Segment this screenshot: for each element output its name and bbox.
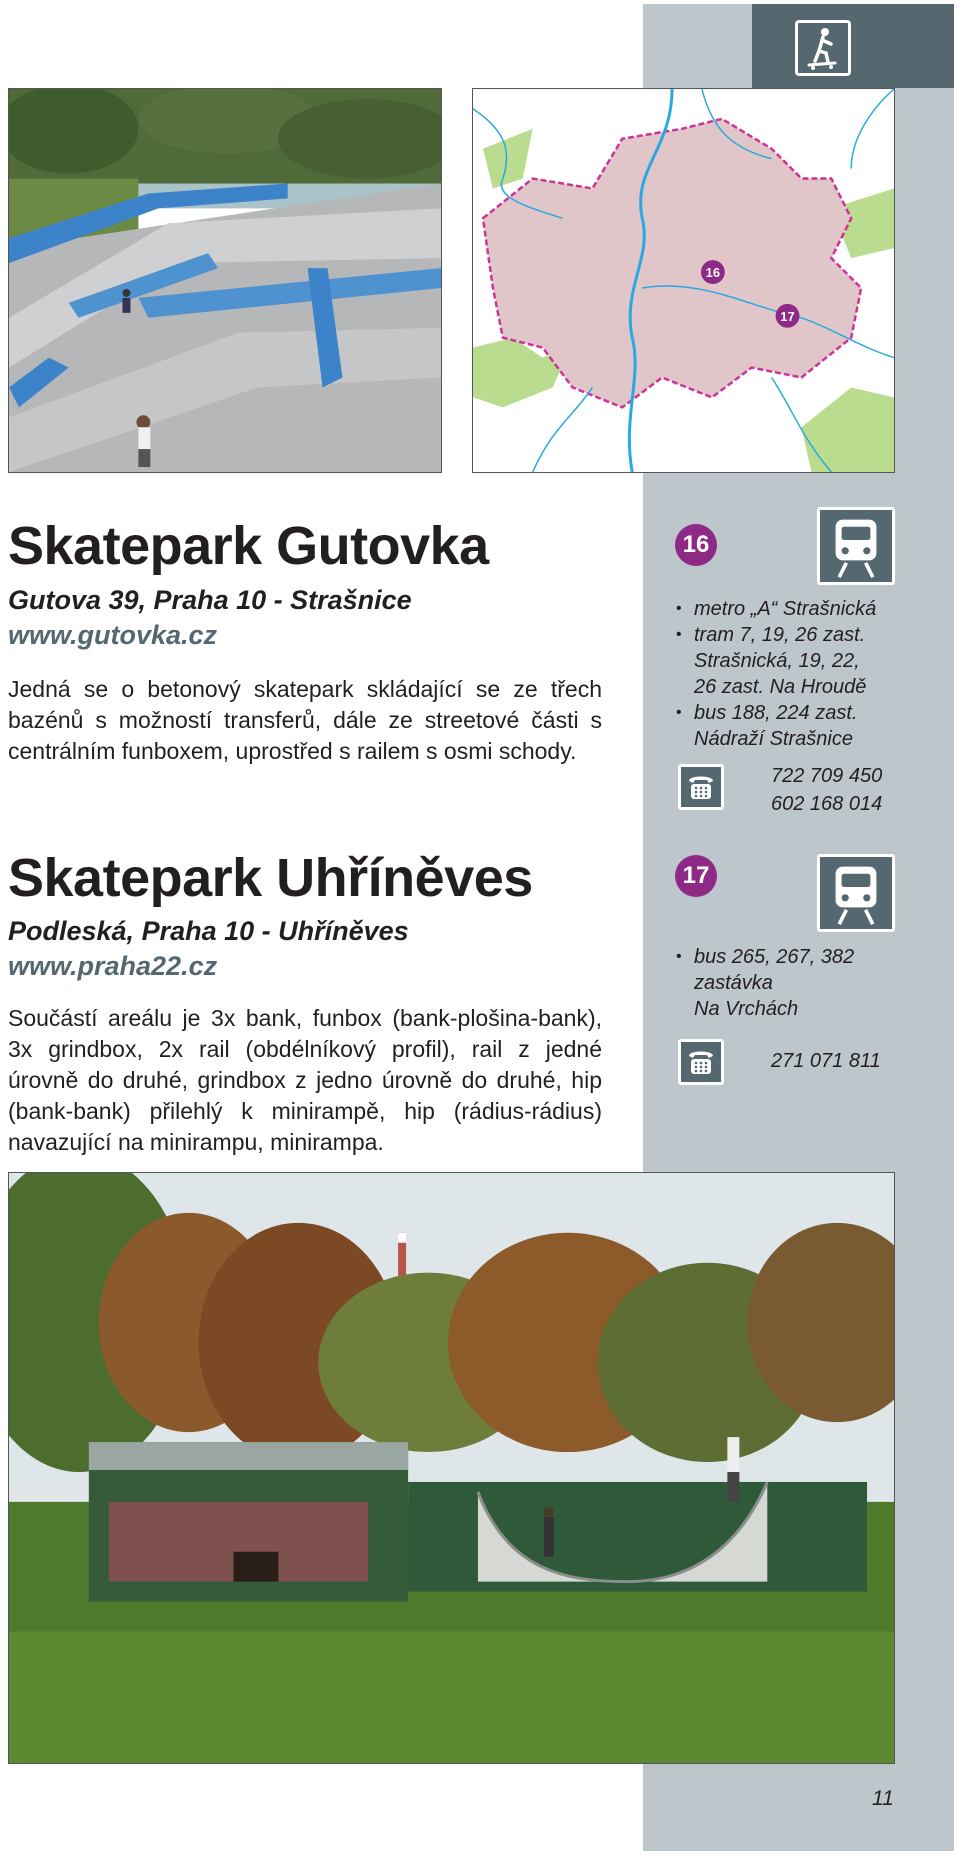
category-header-box: [752, 4, 954, 88]
section-17-number-badge: 17: [675, 855, 717, 897]
page-number: 11: [872, 1787, 894, 1810]
section-17-address: Podleská, Praha 10 - Uhříněves: [8, 916, 409, 946]
section-17-phones: [771, 1047, 881, 1075]
map-marker-17-label: 17: [780, 308, 795, 324]
section-17-transit-list: [676, 944, 854, 1022]
section-16-phones: [771, 762, 882, 818]
gutovka-photo: [8, 88, 442, 473]
train-icon: [817, 854, 895, 932]
section-16-address: Gutova 39, Praha 10 - Strašnice: [8, 585, 412, 615]
section-17-website-link[interactable]: www.praha22.cz: [8, 951, 218, 981]
phone-icon: [678, 1039, 724, 1085]
uhrineves-photo: [8, 1172, 895, 1764]
section-17-title: Skatepark Uhříněves: [8, 848, 533, 908]
transit-line: zastávka: [694, 972, 773, 994]
transit-line: Strašnická, 19, 22,: [694, 650, 860, 672]
section-16-description: Jedná se o betonový skatepark skládající se ze třech bazénů s možností transferů, dále ze streetové části s centrálním funboxem, uprostřed s railem s osmi schody.: [8, 676, 602, 764]
phone-number[interactable]: 722 709 450: [771, 765, 883, 787]
phone-number[interactable]: 271 071 811: [771, 1050, 881, 1072]
transit-line: • metro „A“ Strašnická: [676, 596, 876, 622]
train-icon: [817, 507, 895, 585]
section-16-website-link[interactable]: www.gutovka.cz: [8, 620, 218, 650]
map-marker-16-label: 16: [705, 265, 721, 281]
phone-icon: [678, 764, 724, 810]
transit-line: • tram 7, 19, 26 zast.: [676, 622, 876, 648]
section-16-title: Skatepark Gutovka: [8, 516, 489, 576]
location-map: [472, 88, 895, 473]
transit-line: • bus 265, 267, 382: [676, 944, 854, 970]
section-16-transit-list: [676, 596, 876, 752]
section-17-description: Součástí areálu je 3x bank, funbox (bank-plošina-bank), 3x grindbox, 2x rail (obdélníkový profil), rail z jedné úrovně do druhé, grindbox z jedno úrovně do druhé, hip (bank-bank) přilehlý k minirampě, hip (rádius-rádius) navazující na minirampu, minirampa.: [8, 1005, 602, 1155]
skateboarder-icon: [795, 20, 851, 76]
transit-line: Nádraží Strašnice: [694, 728, 853, 750]
transit-line: Na Vrchách: [694, 998, 799, 1020]
transit-line: • bus 188, 224 zast.: [676, 700, 876, 726]
section-16-number-badge: 16: [675, 524, 717, 566]
phone-number[interactable]: 602 168 014: [771, 793, 883, 815]
transit-line: 26 zast. Na Hroudě: [694, 676, 867, 698]
